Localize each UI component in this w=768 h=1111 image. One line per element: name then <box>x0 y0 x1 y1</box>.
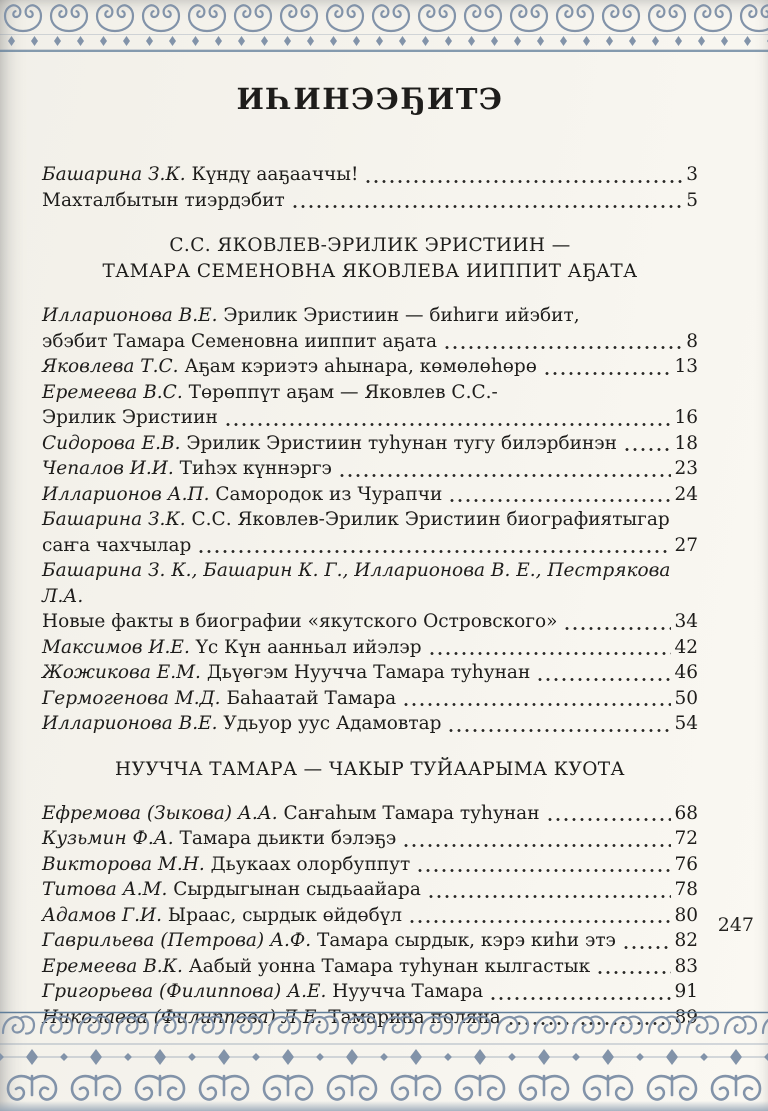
entry-author: Викторова М.Н. <box>42 853 205 875</box>
toc-entry-line <box>42 354 698 380</box>
toc-entry-line <box>42 533 698 559</box>
entry-author: Башарина З. К., Башарин К. Г., Илларионова В. Е., Пестрякова Л.А. <box>42 560 677 607</box>
dot-leader <box>448 498 671 503</box>
toc-entry-line <box>42 188 698 214</box>
dot-leader <box>447 728 671 733</box>
toc-entry-line <box>42 329 698 355</box>
toc-entry-line <box>42 928 698 954</box>
dot-leader <box>197 549 671 554</box>
entry-page-number: 72 <box>674 828 698 849</box>
toc-entry-line <box>42 852 698 878</box>
entry-text: саҥа чахчылар <box>42 534 192 556</box>
entry-text: Ефремова (Зыкова) А.А. Саҥаһым Тамара туһунан <box>42 802 540 824</box>
entry-author: Яковлева Т.С. <box>42 356 179 377</box>
entry-page-number: 13 <box>674 356 698 377</box>
entry-author: Еремеева В.С. <box>42 381 183 403</box>
entry-page-number: 23 <box>674 458 698 479</box>
entry-text <box>42 558 698 609</box>
page-number: 247 <box>717 914 754 936</box>
dot-leader <box>563 626 671 631</box>
entry-text: Кузьмин Ф.А. Тамара дьикти бэлэҕэ <box>42 828 397 849</box>
entry-text: Григорьева (Филиппова) А.Е. Нуучча Тамара <box>42 981 484 1002</box>
ornament-band-bottom <box>0 1011 768 1111</box>
entry-text: Гаврильева (Петрова) А.Ф. Тамара сырдык, кэрэ киһи этэ <box>42 930 616 951</box>
section-heading-line: ТАМАРА СЕМЕНОВНА ЯКОВЛЕВА ИИППИТ АҔАТА <box>102 261 638 282</box>
entry-page-number: 83 <box>674 955 698 977</box>
entry-page-number: 50 <box>674 687 698 709</box>
entry-page-number: 54 <box>674 713 698 734</box>
entry-page-number: 82 <box>674 930 698 951</box>
dot-leader <box>416 868 671 873</box>
entry-author: Григорьева (Филиппова) А.Е. <box>42 981 327 1002</box>
ornament-band-top <box>0 0 768 52</box>
entry-text: Яковлева Т.С. Аҕам кэриэтэ аһынара, көмөлөһөрө <box>42 356 537 377</box>
toc-entry-line <box>42 431 698 457</box>
entry-text: Илларионова В.Е. Эрилик Эристиин — биһиги ийэбит, <box>42 305 580 326</box>
entry-text: Титова А.М. Сырдыгынан сыдьаайара <box>42 879 421 900</box>
entry-author: Жожикова Е.М. <box>42 662 201 683</box>
entry-author: Башарина З.К. <box>42 509 186 530</box>
entry-text: Илларионов А.П. Самородок из Чурапчи <box>42 483 443 505</box>
dot-leader <box>536 677 671 682</box>
toc-entry-line <box>42 303 698 329</box>
entry-text: Махталбытын тиэрдэбит <box>42 189 285 211</box>
entry-page-number: 68 <box>674 802 698 824</box>
entry-author: Илларионова В.Е. <box>42 305 218 326</box>
entry-author: Гермогенова М.Д. <box>42 687 221 709</box>
section-heading-line: НУУЧЧА ТАМАРА — ЧАКЫР ТУЙААРЫМА КУОТА <box>115 758 625 780</box>
dot-leader <box>623 447 671 452</box>
entry-author: Кузьмин Ф.А. <box>42 828 174 849</box>
toc-entry-line <box>42 801 698 827</box>
entry-text: Гермогенова М.Д. Баһаатай Тамара <box>42 687 397 709</box>
entry-page-number: 16 <box>674 407 698 428</box>
toc-entry-line <box>42 482 698 508</box>
toc-entry-line <box>42 826 698 852</box>
dot-leader <box>543 371 672 376</box>
toc-entry-line <box>42 903 698 929</box>
entry-page-number: 34 <box>674 611 698 632</box>
dot-leader <box>402 843 671 848</box>
entry-author: Илларионова В.Е. <box>42 713 218 734</box>
entry-text: Жожикова Е.М. Дьүөгэм Нуучча Тамара туһунан <box>42 662 531 683</box>
entry-page-number: 42 <box>674 636 698 658</box>
toc-entry-line <box>42 380 698 406</box>
entry-text: эбэбит Тамара Семеновна ииппит аҕата <box>42 330 437 352</box>
entry-author: Максимов И.Е. <box>42 636 190 658</box>
toc-entry-line <box>42 456 698 482</box>
toc-entry-line <box>42 686 698 712</box>
dot-leader <box>489 996 671 1001</box>
entry-page-number: 18 <box>674 432 698 454</box>
entry-text: Адамов Г.И. Ыраас, сырдык өйдөбүл <box>42 904 402 926</box>
entry-text: Башарина З.К. С.С. Яковлев-Эрилик Эристиин биографиятыгар <box>42 509 670 530</box>
entry-author: Еремеева В.К. <box>42 955 183 977</box>
entry-author: Ефремова (Зыкова) А.А. <box>42 802 278 824</box>
section-heading-line: С.С. ЯКОВЛЕВ-ЭРИЛИК ЭРИСТИИН — <box>169 235 571 256</box>
toc-entry-line <box>42 711 698 737</box>
entry-page-number: 27 <box>674 534 698 556</box>
entry-page-number: 91 <box>674 981 698 1002</box>
entry-page-number: 46 <box>674 662 698 683</box>
dot-leader <box>408 919 671 924</box>
dot-leader <box>546 817 672 822</box>
entry-text: Викторова М.Н. Дьукаах олорбуппут <box>42 853 411 875</box>
entry-text: Илларионова В.Е. Удьуор уус Адамовтар <box>42 713 442 734</box>
dot-leader <box>364 179 683 184</box>
entry-author: Титова А.М. <box>42 879 168 900</box>
entry-page-number: 80 <box>674 904 698 926</box>
dot-leader <box>224 422 672 427</box>
dot-leader <box>427 894 672 899</box>
toc-entry-line <box>42 979 698 1005</box>
entry-page-number: 24 <box>674 483 698 505</box>
entry-text: Еремеева В.К. Аабый уонна Тамара туһунан кылгастык <box>42 955 591 977</box>
toc <box>42 162 698 1030</box>
entry-author: Башарина З.К. <box>42 164 186 185</box>
section-heading <box>42 233 698 285</box>
dot-leader <box>443 345 683 350</box>
entry-text: Чепалов И.И. Тиһэх күннэргэ <box>42 458 332 479</box>
entry-page-number: 78 <box>674 879 698 900</box>
toc-entry-line <box>42 660 698 686</box>
entry-page-number: 8 <box>686 330 698 352</box>
entry-author: Чепалов И.И. <box>42 458 174 479</box>
entry-text: Новые факты в биографии «якутского Островского» <box>42 611 558 632</box>
toc-entry-line <box>42 635 698 661</box>
entry-author: Илларионов А.П. <box>42 483 210 505</box>
dot-leader <box>596 970 671 975</box>
entry-page-number: 3 <box>686 164 698 185</box>
entry-text: Башарина З.К. Күндү ааҕааччы! <box>42 164 359 185</box>
toc-entry-line <box>42 877 698 903</box>
toc-entry-line <box>42 609 698 635</box>
toc-entry-line <box>42 405 698 431</box>
dot-leader <box>402 702 671 707</box>
toc-entry-line <box>42 162 698 188</box>
dot-leader <box>338 473 672 478</box>
entry-text: Сидорова Е.В. Эрилик Эристиин туһунан тугу билэрбинэн <box>42 432 617 454</box>
dot-leader <box>291 204 684 209</box>
entry-text: Эрилик Эристиин <box>42 407 218 428</box>
dot-leader <box>622 945 672 950</box>
entry-text: Еремеева В.С. Төрөппүт аҕам — Яковлев С.С.- <box>42 381 498 403</box>
toc-entry-line <box>42 954 698 980</box>
entry-text: Максимов И.Е. Үс Күн аанньал ийэлэр <box>42 636 422 658</box>
toc-entry-line <box>42 558 698 609</box>
section-heading <box>42 757 698 783</box>
toc-content <box>42 52 698 1030</box>
toc-entry-line <box>42 507 698 533</box>
entry-page-number: 76 <box>674 853 698 875</box>
entry-author: Гаврильева (Петрова) А.Ф. <box>42 930 312 951</box>
page-title: ИҺИНЭЭҔИТЭ <box>236 82 504 116</box>
entry-author: Адамов Г.И. <box>42 904 163 926</box>
entry-page-number: 5 <box>686 189 698 211</box>
dot-leader <box>428 651 672 656</box>
entry-author: Сидорова Е.В. <box>42 432 181 454</box>
